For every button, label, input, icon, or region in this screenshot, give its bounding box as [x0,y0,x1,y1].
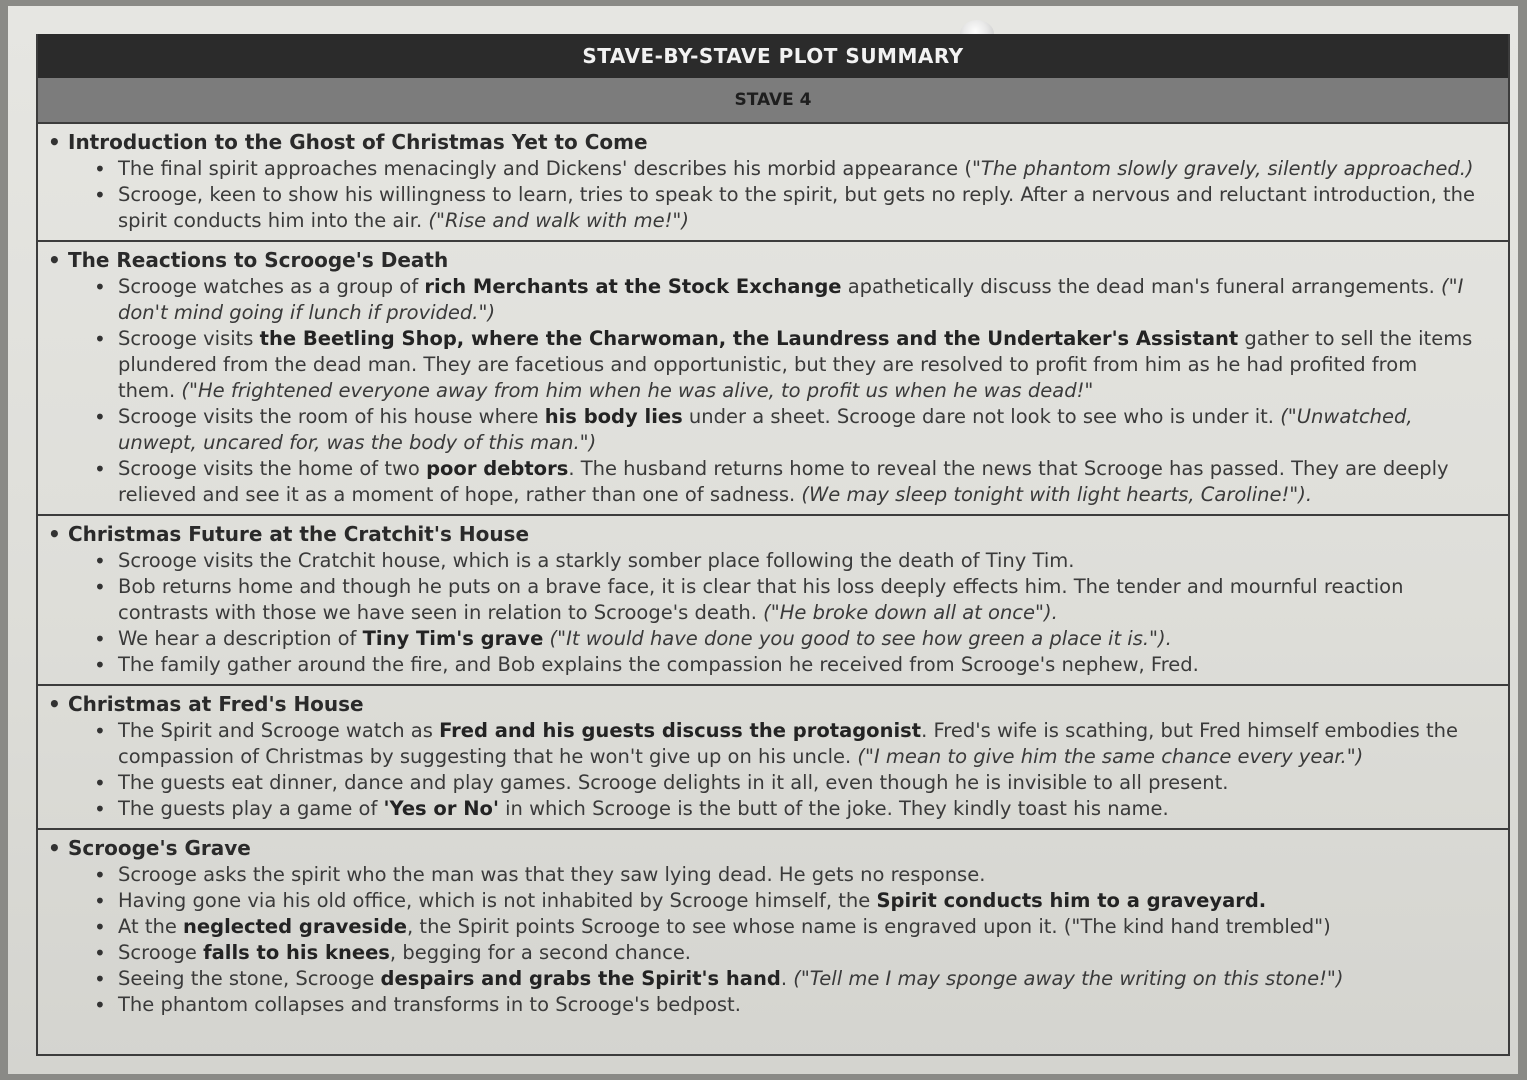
body-text: Bob returns home and though he puts on a brave face, it is clear that his loss deeply effects him. The tender and mournful reaction contrasts with those we have seen in relation to Scrooge's death. [118,575,1404,624]
bullet-icon: • [94,771,106,795]
list-item [94,862,1478,888]
list-item [94,888,1478,914]
emphasis-text: falls to his knees [203,941,390,964]
bullet-list [68,156,1478,234]
emphasis-text: the Beetling Shop, where the Charwoman, the Laundress and the Undertaker's Assistant [259,327,1239,350]
body-text: Scrooge visits [118,327,260,350]
bullet-icon: • [94,575,106,599]
body-text: The phantom collapses and transforms in to Scrooge's bedpost. [118,993,741,1016]
body-text: in which Scrooge is the butt of the joke. They kindly toast his name. [498,797,1169,820]
emphasis-text: Tiny Tim's grave [362,627,544,650]
body-text: The guests play a game of [118,797,384,820]
bullet-icon: • [48,692,61,716]
emphasis-text: Fred and his guests discuss the protagonist [439,719,922,742]
emphasis-text: 'Yes or No' [383,797,499,820]
body-text: Scrooge watches as a group of [118,275,425,298]
body-text: gather to sell the items plundered from the dead man. They are facetious and opportunistic, but they are resolved to profit from him as he had profited from them. [118,327,1473,402]
section-heading-text: Christmas Future at the Cratchit's House [68,522,530,546]
bullet-icon: • [94,993,106,1017]
body-text: . [780,967,794,990]
body-text: The final spirit approaches menacingly and Dickens' describes his morbid appearance ( [118,157,972,180]
bullet-icon: • [94,889,106,913]
list-item [94,914,1478,940]
body-text: At the [118,915,184,938]
bullet-icon: • [94,797,106,821]
stave-subtitle: STAVE 4 [38,78,1508,124]
section-heading [48,690,1478,718]
emphasis-text: Spirit conducts him to a graveyard. [876,889,1267,912]
paper-sheet [8,6,1518,1074]
list-item [94,182,1478,234]
quote-text: ("Rise and walk with me!") [428,209,689,232]
section-heading [48,128,1478,156]
body-text: Scrooge asks the spirit who the man was that they saw lying dead. He gets no response. [118,863,986,886]
list-item [94,796,1478,822]
bullet-icon: • [94,863,106,887]
section-heading [48,246,1478,274]
bullet-list [68,274,1478,508]
emphasis-text: rich Merchants at the Stock Exchange [424,275,842,298]
body-text: The Spirit and Scrooge watch as [118,719,440,742]
quote-text: ("He broke down all at once"). [763,601,1058,624]
list-item [94,652,1478,678]
body-text: , the Spirit points Scrooge to see whose name is engraved upon it. ("The kind hand trembled") [407,915,1331,938]
section [38,516,1508,686]
bullet-icon: • [94,327,106,351]
page-title: STAVE-BY-STAVE PLOT SUMMARY [38,34,1508,78]
list-item [94,274,1478,326]
emphasis-text: his body lies [544,405,683,428]
list-item [94,404,1478,456]
section [38,124,1508,242]
section [38,686,1508,830]
section-heading-text: The Reactions to Scrooge's Death [68,248,449,272]
bullet-icon: • [94,157,106,181]
bullet-icon: • [94,405,106,429]
bullet-list [68,718,1478,822]
list-item [94,966,1478,992]
list-item [94,548,1478,574]
bullet-icon: • [94,275,106,299]
bullet-icon: • [94,915,106,939]
body-text: under a sheet. Scrooge dare not look to see who is under it. [682,405,1281,428]
section [38,242,1508,516]
list-item [94,770,1478,796]
body-text: Scrooge visits the room of his house where [118,405,545,428]
body-text: , begging for a second chance. [389,941,692,964]
quote-text: (We may sleep tonight with light hearts, Caroline!"). [801,483,1313,506]
quote-text: ("I don't mind going if lunch if provided.") [118,275,1464,324]
body-text: Scrooge [118,941,204,964]
section-heading-text: Scrooge's Grave [68,836,251,860]
quote-text: "The phantom slowly gravely, silently approached.) [971,157,1474,180]
bullet-icon: • [94,183,106,207]
body-text: The family gather around the fire, and Bob explains the compassion he received from Scrooge's nephew, Fred. [118,653,1199,676]
sections-container [38,124,1508,1024]
body-text: Scrooge visits the home of two [118,457,427,480]
body-text: The guests eat dinner, dance and play games. Scrooge delights in it all, even though he is invisible to all present. [118,771,1229,794]
body-text: Having gone via his old office, which is not inhabited by Scrooge himself, the [118,889,877,912]
bullet-icon: • [94,457,106,481]
section-heading [48,520,1478,548]
bullet-icon: • [94,941,106,965]
bullet-icon: • [48,836,61,860]
emphasis-text: neglected graveside [183,915,408,938]
quote-text: ("Tell me I may sponge away the writing on this stone!") [793,967,1344,990]
quote-text: ("Unwatched, unwept, uncared for, was the body of this man.") [118,405,1413,454]
section-heading-text: Introduction to the Ghost of Christmas Yet to Come [68,130,648,154]
bullet-icon: • [48,130,61,154]
list-item [94,718,1478,770]
bullet-icon: • [48,522,61,546]
body-text: Seeing the stone, Scrooge [118,967,381,990]
body-text: We hear a description of [118,627,363,650]
bullet-list [68,548,1478,678]
body-text: apathetically discuss the dead man's funeral arrangements. [841,275,1442,298]
bullet-icon: • [94,653,106,677]
section-heading [48,834,1478,862]
bullet-icon: • [94,627,106,651]
body-text: Scrooge visits the Cratchit house, which is a starkly somber place following the death of Tiny Tim. [118,549,1075,572]
quote-text: ("I mean to give him the same chance every year.") [857,745,1364,768]
bullet-icon: • [94,967,106,991]
bullet-icon: • [94,549,106,573]
list-item [94,574,1478,626]
summary-table [36,34,1510,1056]
emphasis-text: poor debtors [426,457,569,480]
body-text: Scrooge, keen to show his willingness to learn, tries to speak to the spirit, but gets no reply. After a nervous and reluctant introduction, the spirit conducts him into the air. [118,183,1476,232]
bullet-list [68,862,1478,1018]
list-item [94,326,1478,404]
bullet-icon: • [48,248,61,272]
list-item [94,940,1478,966]
quote-text: ("It would have done you good to see how green a place it is."). [549,627,1172,650]
list-item [94,992,1478,1018]
quote-text: ("He frightened everyone away from him when he was alive, to profit us when he was dead!" [181,379,1094,402]
body-text: . The husband returns home to reveal the news that Scrooge has passed. They are deeply relieved and see it as a moment of hope, rather than one of sadness. [118,457,1449,506]
emphasis-text: despairs and grabs the Spirit's hand [380,967,781,990]
bullet-icon: • [94,719,106,743]
list-item [94,626,1478,652]
section [38,830,1508,1024]
body-text: . Fred's wife is scathing, but Fred himself embodies the compassion of Christmas by suggesting that he won't give up on his uncle. [118,719,1458,768]
section-heading-text: Christmas at Fred's House [68,692,364,716]
list-item [94,456,1478,508]
list-item [94,156,1478,182]
